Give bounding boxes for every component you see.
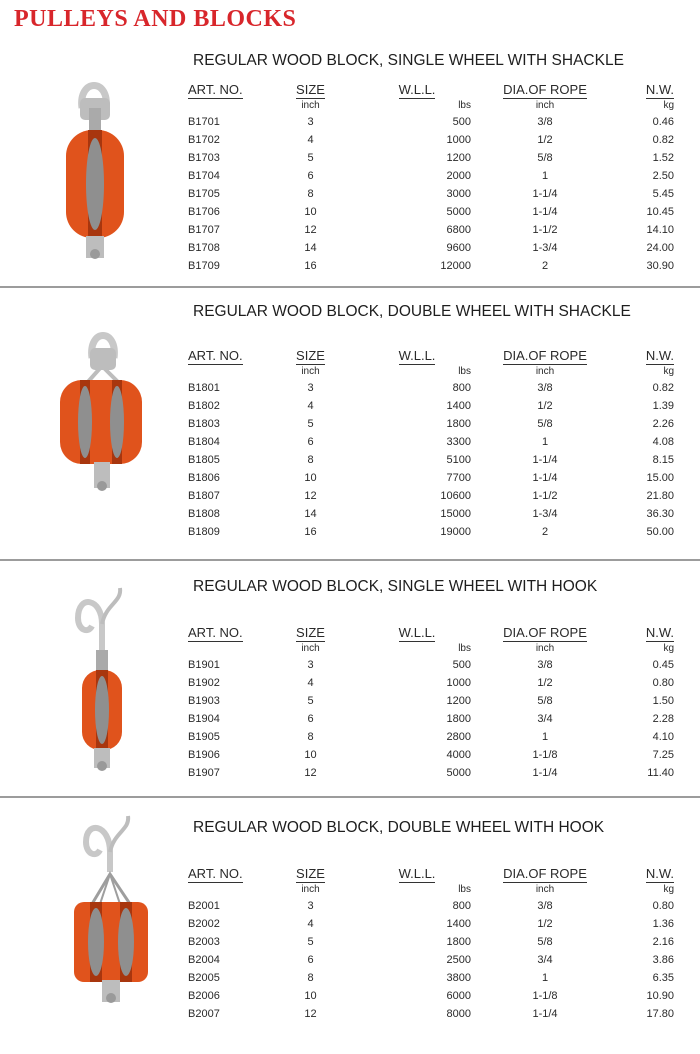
dia-cell: 1: [541, 731, 549, 743]
units-row: [188, 363, 674, 379]
size-cell: 6: [307, 170, 314, 182]
art-cell: B1902: [188, 677, 220, 689]
art-cell: B2005: [188, 972, 220, 984]
col-size: SIZE: [296, 348, 325, 363]
size-cell: 8: [307, 972, 314, 984]
nw-cell: 0.80: [652, 900, 674, 912]
nw-cell: 0.46: [652, 116, 674, 128]
size-cell: 16: [304, 526, 317, 538]
nw-cell: 15.00: [646, 472, 674, 484]
nw-cell: 1.50: [652, 695, 674, 707]
nw-cell: 2.50: [652, 170, 674, 182]
table-row: [188, 746, 674, 764]
size-unit: inch: [301, 883, 320, 895]
table-row: [188, 451, 674, 469]
dia-cell: 3/4: [537, 713, 553, 725]
col-wll: W.L.L.: [398, 625, 436, 640]
col-art-no: ART. NO.: [188, 348, 243, 363]
size-cell: 3: [307, 900, 314, 912]
col-art-no: ART. NO.: [188, 866, 243, 881]
nw-cell: 2.26: [652, 418, 674, 430]
single-wheel-hook-block-image: [72, 584, 132, 780]
wll-cell: 10600: [440, 490, 471, 502]
dia-cell: 1/2: [537, 400, 553, 412]
col-size: SIZE: [296, 866, 325, 881]
wll-cell: 12000: [440, 260, 471, 272]
table-row: [188, 469, 674, 487]
wll-cell: 19000: [440, 526, 471, 538]
size-unit: inch: [301, 642, 320, 654]
dia-cell: 5/8: [537, 936, 553, 948]
nw-cell: 4.10: [652, 731, 674, 743]
dia-cell: 1-3/4: [532, 508, 558, 520]
dia-cell: 1-3/4: [532, 242, 558, 254]
section-title: REGULAR WOOD BLOCK, DOUBLE WHEEL WITH HOOK: [193, 819, 605, 836]
art-cell: B1706: [188, 206, 220, 218]
nw-cell: 21.80: [646, 490, 674, 502]
nw-cell: 5.45: [652, 188, 674, 200]
art-cell: B1901: [188, 659, 220, 671]
nw-cell: 10.90: [646, 990, 674, 1002]
nw-cell: 24.00: [646, 242, 674, 254]
wll-cell: 800: [452, 900, 471, 912]
art-cell: B1906: [188, 749, 220, 761]
dia-unit: inch: [535, 642, 555, 654]
size-cell: 8: [307, 454, 314, 466]
size-cell: 5: [307, 152, 314, 164]
wll-cell: 8000: [446, 1008, 471, 1020]
nw-unit: kg: [663, 883, 674, 895]
col-dia-of-rope: DIA.OF ROPE: [503, 82, 587, 97]
size-cell: 12: [304, 224, 317, 236]
size-cell: 3: [307, 382, 314, 394]
dia-cell: 3/4: [537, 954, 553, 966]
size-unit: inch: [301, 99, 320, 111]
art-cell: B1803: [188, 418, 220, 430]
col-nw: N.W.: [645, 866, 674, 881]
wll-cell: 6800: [446, 224, 471, 236]
wll-cell: 6000: [446, 990, 471, 1002]
nw-cell: 0.82: [652, 382, 674, 394]
table-row: [188, 131, 674, 149]
table-row: [188, 764, 674, 782]
size-cell: 4: [307, 918, 314, 930]
art-cell: B1704: [188, 170, 220, 182]
nw-unit: kg: [663, 365, 674, 377]
wll-cell: 1800: [446, 713, 471, 725]
wll-cell: 3300: [446, 436, 471, 448]
single-wheel-shackle-block-image: [60, 68, 130, 268]
size-cell: 12: [304, 1008, 317, 1020]
nw-cell: 11.40: [647, 767, 674, 779]
size-cell: 4: [307, 400, 314, 412]
dia-cell: 1/2: [537, 918, 553, 930]
spec-table: [188, 78, 674, 275]
nw-cell: 14.10: [646, 224, 674, 236]
wll-cell: 500: [452, 659, 471, 671]
size-cell: 14: [304, 508, 317, 520]
dia-cell: 5/8: [537, 695, 553, 707]
wll-cell: 5000: [446, 767, 471, 779]
wll-cell: 3000: [446, 188, 471, 200]
art-cell: B1802: [188, 400, 220, 412]
art-cell: B1808: [188, 508, 220, 520]
units-row: [188, 881, 674, 897]
nw-cell: 17.80: [646, 1008, 674, 1020]
double-wheel-hook-block-image: [70, 812, 152, 1012]
header-row: [188, 862, 674, 881]
col-nw: N.W.: [645, 348, 674, 363]
wll-unit: lbs: [458, 642, 471, 654]
art-cell: B2004: [188, 954, 220, 966]
size-cell: 3: [307, 116, 314, 128]
table-row: [188, 487, 674, 505]
wll-cell: 1000: [446, 134, 471, 146]
col-wll: W.L.L.: [398, 82, 436, 97]
header-row: [188, 621, 674, 640]
art-cell: B1907: [188, 767, 220, 779]
spec-table: [188, 621, 674, 782]
size-cell: 16: [304, 260, 317, 272]
art-cell: B1707: [188, 224, 220, 236]
dia-cell: 1: [541, 972, 549, 984]
wll-cell: 9600: [446, 242, 471, 254]
art-cell: B1702: [188, 134, 220, 146]
size-cell: 6: [307, 436, 314, 448]
wll-cell: 1200: [446, 695, 471, 707]
dia-cell: 1-1/2: [532, 490, 558, 502]
table-row: [188, 710, 674, 728]
wll-cell: 5100: [446, 454, 471, 466]
nw-cell: 36.30: [646, 508, 674, 520]
page-title: PULLEYS AND BLOCKS: [14, 6, 297, 32]
size-unit: inch: [301, 365, 320, 377]
table-row: [188, 1005, 674, 1023]
table-row: [188, 415, 674, 433]
size-cell: 10: [304, 749, 317, 761]
wll-cell: 3800: [446, 972, 471, 984]
col-dia-of-rope: DIA.OF ROPE: [503, 866, 587, 881]
dia-cell: 5/8: [537, 418, 553, 430]
header-row: [188, 78, 674, 97]
wll-cell: 4000: [446, 749, 471, 761]
table-row: [188, 185, 674, 203]
section-divider: [0, 286, 700, 288]
wll-cell: 1000: [446, 677, 471, 689]
nw-cell: 3.86: [652, 954, 674, 966]
table-row: [188, 523, 674, 541]
size-cell: 4: [307, 134, 314, 146]
nw-cell: 50.00: [646, 526, 674, 538]
wll-cell: 1800: [446, 936, 471, 948]
dia-cell: 3/8: [537, 659, 553, 671]
col-art-no: ART. NO.: [188, 82, 243, 97]
size-cell: 5: [307, 695, 314, 707]
dia-cell: 3/8: [537, 382, 553, 394]
wll-unit: lbs: [458, 99, 471, 111]
table-row: [188, 933, 674, 951]
art-cell: B1903: [188, 695, 220, 707]
size-cell: 8: [307, 188, 314, 200]
spec-table: [188, 862, 674, 1023]
col-dia-of-rope: DIA.OF ROPE: [503, 348, 587, 363]
art-cell: B1701: [188, 116, 220, 128]
size-cell: 3: [307, 659, 314, 671]
table-row: [188, 674, 674, 692]
dia-cell: 1-1/8: [532, 749, 558, 761]
units-row: [188, 97, 674, 113]
table-row: [188, 379, 674, 397]
dia-cell: 2: [541, 260, 549, 272]
nw-cell: 10.45: [646, 206, 674, 218]
art-cell: B2002: [188, 918, 220, 930]
size-cell: 14: [304, 242, 317, 254]
table-row: [188, 257, 674, 275]
size-cell: 6: [307, 954, 314, 966]
nw-cell: 8.15: [652, 454, 674, 466]
art-cell: B1708: [188, 242, 220, 254]
units-row: [188, 640, 674, 656]
table-row: [188, 692, 674, 710]
dia-cell: 1-1/4: [532, 188, 558, 200]
nw-cell: 0.80: [652, 677, 674, 689]
table-row: [188, 969, 674, 987]
art-cell: B1806: [188, 472, 220, 484]
art-cell: B1709: [188, 260, 220, 272]
dia-cell: 5/8: [537, 152, 553, 164]
wll-cell: 2000: [446, 170, 471, 182]
dia-cell: 3/8: [537, 900, 553, 912]
double-wheel-shackle-block-image: [56, 322, 146, 502]
table-row: [188, 239, 674, 257]
col-nw: N.W.: [645, 625, 674, 640]
table-row: [188, 915, 674, 933]
table-row: [188, 397, 674, 415]
art-cell: B1805: [188, 454, 220, 466]
nw-cell: 0.45: [652, 659, 674, 671]
art-cell: B1905: [188, 731, 220, 743]
table-row: [188, 656, 674, 674]
wll-unit: lbs: [458, 883, 471, 895]
section-title: REGULAR WOOD BLOCK, SINGLE WHEEL WITH HOOK: [193, 578, 598, 595]
size-cell: 5: [307, 418, 314, 430]
art-cell: B1703: [188, 152, 220, 164]
table-row: [188, 987, 674, 1005]
header-row: [188, 344, 674, 363]
size-cell: 12: [304, 490, 317, 502]
wll-cell: 2800: [446, 731, 471, 743]
size-cell: 6: [307, 713, 314, 725]
art-cell: B2006: [188, 990, 220, 1002]
nw-cell: 30.90: [646, 260, 674, 272]
dia-cell: 1: [541, 436, 549, 448]
col-size: SIZE: [296, 82, 325, 97]
dia-cell: 1/2: [537, 134, 553, 146]
wll-cell: 1400: [446, 400, 471, 412]
dia-cell: 3/8: [537, 116, 553, 128]
art-cell: B1804: [188, 436, 220, 448]
nw-unit: kg: [663, 99, 674, 111]
nw-cell: 0.82: [652, 134, 674, 146]
nw-cell: 1.36: [652, 918, 674, 930]
wll-cell: 1800: [446, 418, 471, 430]
col-wll: W.L.L.: [398, 866, 436, 881]
size-cell: 8: [307, 731, 314, 743]
dia-unit: inch: [535, 365, 555, 377]
col-nw: N.W.: [645, 82, 674, 97]
section-title: REGULAR WOOD BLOCK, SINGLE WHEEL WITH SHACKLE: [193, 52, 624, 69]
art-cell: B1904: [188, 713, 220, 725]
dia-cell: 1-1/4: [532, 767, 558, 779]
dia-cell: 1-1/4: [532, 454, 558, 466]
dia-cell: 1-1/4: [532, 472, 558, 484]
size-cell: 10: [304, 990, 317, 1002]
art-cell: B1705: [188, 188, 220, 200]
table-row: [188, 167, 674, 185]
wll-cell: 7700: [446, 472, 471, 484]
dia-cell: 1/2: [537, 677, 553, 689]
size-cell: 12: [304, 767, 317, 779]
wll-cell: 500: [452, 116, 471, 128]
col-size: SIZE: [296, 625, 325, 640]
nw-unit: kg: [663, 642, 674, 654]
col-art-no: ART. NO.: [188, 625, 243, 640]
spec-table: [188, 344, 674, 541]
art-cell: B2003: [188, 936, 220, 948]
dia-unit: inch: [535, 99, 555, 111]
wll-cell: 15000: [440, 508, 471, 520]
dia-cell: 2: [541, 526, 549, 538]
size-cell: 10: [304, 206, 317, 218]
nw-cell: 4.08: [652, 436, 674, 448]
wll-cell: 2500: [446, 954, 471, 966]
col-dia-of-rope: DIA.OF ROPE: [503, 625, 587, 640]
wll-cell: 800: [452, 382, 471, 394]
art-cell: B1801: [188, 382, 220, 394]
dia-unit: inch: [535, 883, 555, 895]
size-cell: 10: [304, 472, 317, 484]
nw-cell: 1.39: [652, 400, 674, 412]
table-row: [188, 221, 674, 239]
table-row: [188, 113, 674, 131]
dia-cell: 1-1/4: [532, 206, 558, 218]
dia-cell: 1-1/4: [532, 1008, 558, 1020]
section-title: REGULAR WOOD BLOCK, DOUBLE WHEEL WITH SHACKLE: [193, 303, 631, 320]
wll-cell: 1200: [446, 152, 471, 164]
table-row: [188, 728, 674, 746]
table-row: [188, 203, 674, 221]
size-cell: 5: [307, 936, 314, 948]
table-row: [188, 505, 674, 523]
art-cell: B2007: [188, 1008, 220, 1020]
art-cell: B1807: [188, 490, 220, 502]
wll-cell: 1400: [446, 918, 471, 930]
dia-cell: 1-1/8: [532, 990, 558, 1002]
nw-cell: 2.16: [652, 936, 674, 948]
nw-cell: 7.25: [652, 749, 674, 761]
dia-cell: 1: [541, 170, 549, 182]
dia-cell: 1-1/2: [532, 224, 558, 236]
size-cell: 4: [307, 677, 314, 689]
col-wll: W.L.L.: [398, 348, 436, 363]
wll-cell: 5000: [446, 206, 471, 218]
section-divider: [0, 559, 700, 561]
nw-cell: 1.52: [652, 152, 674, 164]
table-row: [188, 897, 674, 915]
table-row: [188, 149, 674, 167]
table-row: [188, 433, 674, 451]
table-row: [188, 951, 674, 969]
wll-unit: lbs: [458, 365, 471, 377]
nw-cell: 2.28: [652, 713, 674, 725]
nw-cell: 6.35: [652, 972, 674, 984]
art-cell: B2001: [188, 900, 220, 912]
art-cell: B1809: [188, 526, 220, 538]
section-divider: [0, 796, 700, 798]
